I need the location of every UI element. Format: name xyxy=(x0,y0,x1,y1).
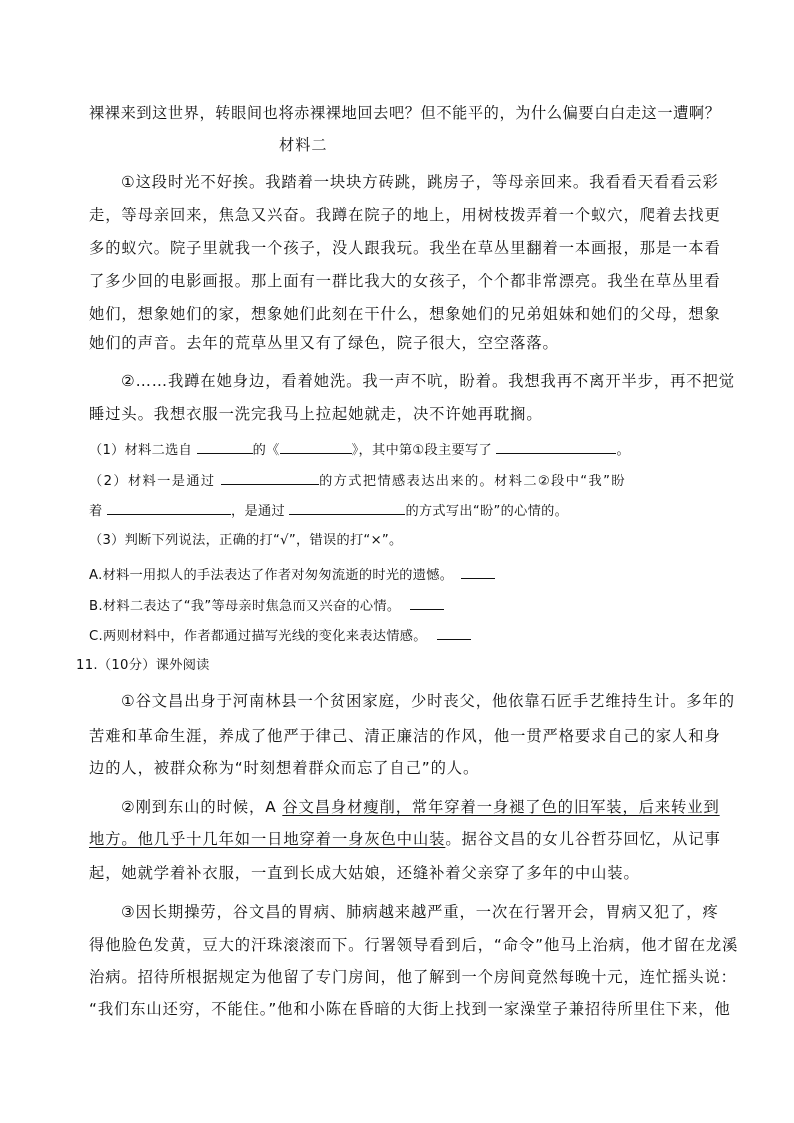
q1-blank-author[interactable] xyxy=(197,438,253,454)
q3-item-a-blank[interactable] xyxy=(461,563,495,579)
m2-p2-line-2: 睡过头。我想衣服一洗完我马上拉起她就走，决不许她再耽搁。 xyxy=(89,405,543,423)
q2-text-a: （2）材料一是通过 xyxy=(89,474,222,489)
m2-p1-line-3: 多的蚁穴。院子里就我一个孩子，没人跟我玩。我坐在草丛里翻着一本画报，那是一本看 xyxy=(89,239,721,257)
question-1 xyxy=(89,438,630,461)
q1-text-d: 。 xyxy=(616,443,630,458)
r-p3-line-2: 得他脸色发黄，豆大的汗珠滚滚而下。行署领导看到后，“命令”他马上治病，他才留在龙溪 xyxy=(89,936,739,954)
q2-blank-3[interactable] xyxy=(289,499,405,515)
m2-p1-line-6: 她们的声音。去年的荒草丛里又有了绿色，院子很大，空空落落。 xyxy=(89,334,559,352)
r-p2-text-b: 。据谷文昌的女儿谷哲芬回忆，从记事 xyxy=(445,830,721,848)
material2-title: 材料二 xyxy=(279,136,328,154)
m2-p2-line-1: ②……我蹲在她身边，看着她洗。我一声不吭，盼着。我想我再不离开半步，再不把觉 xyxy=(121,372,735,390)
m2-p1-line-4: 了多少回的电影画报。那上面有一群比我大的女孩子，个个都非常漂亮。我坐在草丛里看 xyxy=(89,272,721,290)
r-p2-underlined-2: 地方。他几乎十几年如一日地穿着一身灰色中山装 xyxy=(89,830,446,848)
q3-item-b-blank[interactable] xyxy=(410,594,444,610)
r-p1-line-2: 苦难和革命生涯，养成了他严于律己、清正廉洁的作风，他一贯严格要求自己的家人和身 xyxy=(89,727,721,745)
q2-text-b: 的方式把情感表达出来的。材料二②段中“我”盼 xyxy=(319,474,626,489)
q3-item-c-text: C.两则材料中，作者都通过描写光线的变化来表达情感。 xyxy=(89,629,427,644)
q1-text-a: （1）材料二选自 xyxy=(89,443,197,458)
q2-text-e: 的方式写出“盼”的心情的。 xyxy=(405,504,569,519)
r-p1-line-1: ①谷文昌出身于河南林县一个贫困家庭，少时丧父，他依靠石匠手艺维持生计。多年的 xyxy=(121,692,735,710)
r-p3-line-4: “我们东山还穷，不能住。”他和小陈在昏暗的大街上找到一家澡堂子兼招待所里住下来，他 xyxy=(89,1000,731,1018)
q2-text-d: ，是通过 xyxy=(230,504,290,519)
question-2-line-1 xyxy=(89,469,626,492)
section-11-heading: 11.（10分）课外阅读 xyxy=(76,658,210,673)
q2-text-c: 着 xyxy=(89,504,107,519)
m2-p1-line-5: 她们，想象她们的家，想象她们此刻在干什么，想象她们的兄弟姐妹和她们的父母，想象 xyxy=(89,305,721,323)
r-p2-underlined-1: 谷文昌身材瘦削，常年穿着一身褪了色的旧军装，后来转业到 xyxy=(282,798,720,816)
r-p2-line-1 xyxy=(121,797,720,817)
q3-item-a xyxy=(89,563,495,586)
q1-blank-work[interactable] xyxy=(280,438,352,454)
q1-blank-content[interactable] xyxy=(496,438,616,454)
m2-p1-line-2: 走，等母亲回来，焦急又兴奋。我蹲在院子的地上，用树枝拨弄着一个蚁穴，爬着去找更 xyxy=(89,206,721,224)
question-3-prompt: （3）判断下列说法，正确的打“√”，错误的打“×”。 xyxy=(89,533,403,548)
r-p2-text-a: ②刚到东山的时候，A xyxy=(121,798,283,816)
q2-blank-1[interactable] xyxy=(221,469,319,485)
r-p2-line-2 xyxy=(89,829,721,849)
q1-text-b: 的《 xyxy=(252,443,280,458)
q3-item-c-blank[interactable] xyxy=(437,624,471,640)
q3-item-b-text: B.材料二表达了“我”等母亲时焦急而又兴奋的心情。 xyxy=(89,599,401,614)
r-p3-line-3: 治病。招待所根据规定为他留了专门房间，他了解到一个房间竟然每晚十元，连忙摇头说： xyxy=(89,968,737,986)
r-p3-line-1: ③因长期操劳，谷文昌的胃病、肺病越来越严重，一次在行署开会，胃病又犯了，疼 xyxy=(121,903,719,921)
question-2-line-2 xyxy=(89,499,568,522)
r-p2-line-3: 起，她就学着补衣服，一直到长成大姑娘，还缝补着父亲穿了多年的中山装。 xyxy=(89,864,640,882)
q2-blank-2[interactable] xyxy=(107,499,231,515)
m2-p1-line-1: ①这段时光不好挨。我踏着一块块方砖跳，跳房子，等母亲回来。我看看天看看云彩 xyxy=(121,173,719,191)
material1-last-line: 裸裸来到这世界，转眼间也将赤裸裸地回去吧？但不能平的，为什么偏要白白走这一遭啊？ xyxy=(89,104,721,122)
q1-text-c: 》，其中第①段主要写了 xyxy=(351,443,497,458)
q3-item-a-text: A.材料一用拟人的手法表达了作者对匆匆流逝的时光的遗憾。 xyxy=(89,568,454,583)
r-p1-line-3: 边的人，被群众称为“时刻想着群众而忘了自己”的人。 xyxy=(89,759,480,777)
q3-item-c xyxy=(89,624,471,647)
q3-item-b xyxy=(89,594,444,617)
